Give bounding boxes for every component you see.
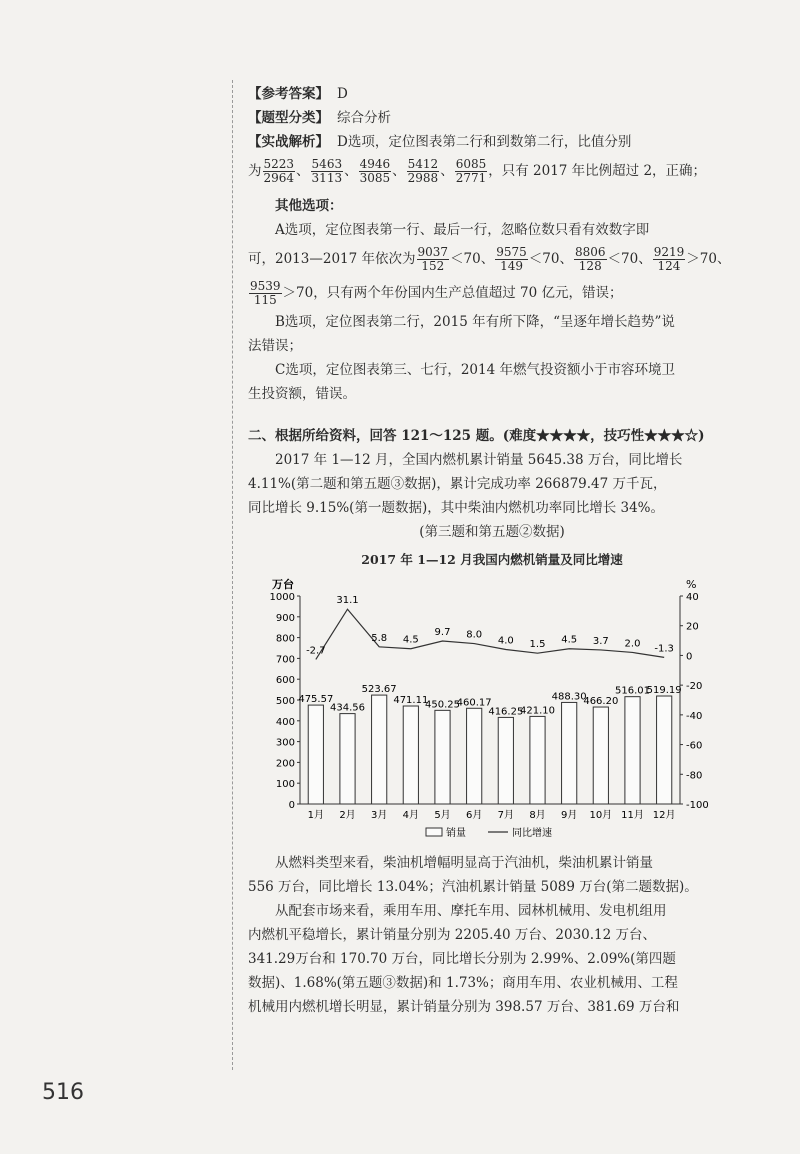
line-value-label: 8.0 — [466, 629, 483, 641]
analysis-fractions-line: 为 $\frac{5223}{2964}$ 、 $\frac{5463}{3113}$ 、 $\frac{4946}{3085}$ 、 $\frac{5412}{2988}$ 、 $\frac{6085}{2771}$ ，只有 2017 年比例超过 2，正确； — [248, 157, 707, 185]
category-label: 5月 — [434, 810, 451, 821]
right-tick-label: -60 — [686, 740, 703, 752]
category-label: 9月 — [560, 810, 578, 821]
left-axis-unit: 万台 — [272, 578, 294, 591]
right-tick-label: 20 — [686, 621, 699, 633]
answer-value: D — [337, 86, 348, 102]
line-value-label: 2.0 — [624, 638, 641, 650]
fraction: $\frac{5412}{2988}$ — [407, 157, 439, 185]
category-line — [248, 106, 736, 130]
option-c-line1: C选项，定位图表第三、七行，2014 年燃气投资额小于市容环境卫 — [275, 362, 675, 378]
bar-value-label: 416.25 — [488, 706, 524, 718]
line-value-label: 3.7 — [592, 635, 609, 647]
option-b-line2: 法错误； — [248, 338, 302, 354]
p3-l2: 内燃机平稳增长，累计销量分别为 2205.40 万台、2030.12 万台、 — [248, 927, 657, 943]
legend-line-label: 同比增速 — [512, 828, 552, 839]
bar — [593, 707, 608, 804]
analysis-prefix: 为 — [248, 163, 262, 179]
bar-value-label: 421.10 — [520, 705, 555, 717]
page-content — [248, 82, 736, 1019]
category-label: 1月 — [307, 810, 325, 821]
left-tick-label: 200 — [275, 758, 295, 770]
p2-l1: 从燃料类型来看，柴油机增幅明显高于汽油机，柴油机累计销量 — [275, 855, 653, 871]
category-label: 2月 — [339, 810, 356, 821]
others-heading: 其他选项： — [275, 198, 343, 214]
fraction: $\frac{4946}{3085}$ — [359, 157, 391, 185]
bar-value-label: 488.30 — [551, 691, 587, 703]
right-tick-label: 0 — [686, 651, 693, 663]
category-label: 8月 — [529, 810, 546, 821]
fraction: $\frac{9539}{115}$ — [250, 279, 281, 307]
section-title: 二、根据所给资料，回答 121～125 题。(难度★★★★，技巧性★★★☆) — [248, 428, 705, 444]
analysis-text: D选项，定位图表第二行和到数第二行，比值分别 — [337, 134, 632, 150]
left-tick-label: 900 — [275, 612, 295, 624]
category-label: 11月 — [621, 810, 644, 821]
line-value-label: 9.7 — [434, 627, 451, 639]
chart-title: 2017 年 1—12 月我国内燃机销量及同比增速 — [361, 552, 623, 567]
bar-value-label: 466.20 — [583, 696, 619, 708]
fraction: $\frac{9575}{149}$ — [496, 245, 527, 273]
bar — [530, 716, 545, 804]
right-tick-label: -40 — [686, 710, 703, 722]
right-tick-label: 40 — [686, 592, 699, 603]
category-label: 4月 — [402, 810, 420, 821]
line-value-label: 31.1 — [336, 595, 359, 607]
bar-value-label: 450.25 — [425, 699, 460, 711]
p3-l4: 数据)、1.68%(第五题③数据)和 1.73%；商用车用、农业机械用、工程 — [248, 975, 678, 991]
section-p1-l2: 4.11%(第二题和第五题③数据)，累计完成功率 266879.47 万千瓦， — [248, 476, 667, 492]
option-a-line2: 可，2013—2017 年依次为 $\frac{9037}{152}$ ＜70、 $\frac{9575}{149}$ ＜70、 $\frac{8806}{128}$ ＜70、 $\frac{9219}{124}$ ＞70、 — [248, 245, 731, 273]
bar-value-label: 516.01 — [615, 685, 650, 697]
bar — [308, 705, 323, 804]
category-label: 12月 — [652, 810, 676, 821]
line-value-label: 4.5 — [402, 634, 419, 646]
fraction: $\frac{8806}{128}$ — [574, 245, 606, 273]
growth-line — [316, 609, 664, 659]
left-tick-label: 300 — [275, 737, 295, 749]
bar — [498, 717, 513, 804]
option-c-line2: 生投资额，错误。 — [248, 386, 356, 402]
p3-l3: 341.29万台和 170.70 万台，同比增长分别为 2.99%、2.09%(第四题 — [248, 951, 676, 967]
bar — [403, 706, 418, 804]
p3-l5: 机械用内燃机增长明显，累计销量分别为 398.57 万台、381.69 万台和 — [248, 999, 680, 1015]
bar-value-label: 434.56 — [330, 702, 365, 714]
option-a-line1: A选项，定位图表第一行、最后一行，忽略位数只看有效数字即 — [275, 222, 650, 238]
legend-bar-label: 销量 — [446, 828, 466, 839]
analysis-suffix: ，只有 2017 年比例超过 2，正确； — [488, 163, 707, 179]
category-label: 6月 — [465, 810, 483, 821]
bar-value-label: 519.19 — [646, 685, 682, 697]
right-tick-label: -80 — [686, 770, 703, 782]
section-p1-l4: (第三题和第五题②数据) — [419, 524, 565, 540]
fraction: $\frac{5463}{3113}$ — [311, 157, 343, 185]
right-axis-unit: % — [686, 578, 697, 591]
analysis-label: 【实战解析】 — [248, 134, 329, 150]
page-number: 516 — [42, 1080, 84, 1105]
line-value-label: 1.5 — [529, 639, 546, 651]
bar — [467, 708, 482, 804]
bar-value-label: 475.57 — [298, 694, 334, 706]
margin-dashed-line — [232, 80, 237, 1070]
bar — [372, 695, 387, 804]
line-value-label: -1.3 — [654, 643, 674, 655]
category-value: 综合分析 — [337, 110, 391, 126]
left-tick-label: 800 — [275, 633, 295, 645]
section-p1-l1: 2017 年 1—12 月，全国内燃机累计销量 5645.38 万台，同比增长 — [275, 452, 683, 468]
left-tick-label: 1000 — [269, 592, 295, 603]
bar-value-label: 460.17 — [456, 697, 492, 709]
bar-value-label: 471.11 — [393, 695, 429, 707]
option-a-line3: $\frac{9539}{115}$ ＞70，只有两个年份国内生产总值超过 70 亿元，错误； — [250, 279, 623, 307]
legend-bar-swatch — [426, 828, 442, 836]
left-tick-label: 0 — [288, 800, 295, 811]
right-tick-label: -100 — [686, 800, 709, 811]
sales-chart — [248, 574, 736, 849]
p3-l1: 从配套市场来看，乘用车用、摩托车用、园林机械用、发电机组用 — [275, 903, 667, 919]
left-tick-label: 100 — [275, 779, 295, 791]
bar-value-label: 523.67 — [361, 684, 397, 696]
bar — [340, 714, 355, 804]
category-label: 3月 — [370, 810, 388, 821]
analysis-line — [248, 130, 736, 154]
category-label: 10月 — [589, 810, 613, 821]
fraction: $\frac{9219}{124}$ — [653, 245, 685, 273]
left-tick-label: 400 — [275, 716, 295, 728]
bar — [657, 696, 672, 804]
fraction: $\frac{5223}{2964}$ — [263, 157, 295, 185]
category-label: 7月 — [497, 810, 515, 821]
left-tick-label: 600 — [275, 675, 295, 687]
left-tick-label: 500 — [275, 696, 295, 707]
category-label: 【题型分类】 — [248, 110, 329, 126]
right-tick-label: -20 — [686, 681, 703, 693]
left-tick-label: 700 — [275, 654, 295, 666]
fraction: $\frac{6085}{2771}$ — [455, 157, 487, 185]
line-value-label: 4.0 — [497, 635, 514, 647]
line-value-label: -2.7 — [306, 645, 326, 657]
option-b-line1: B选项，定位图表第二行，2015 年有所下降，“呈逐年增长趋势”说 — [275, 314, 675, 330]
line-value-label: 4.5 — [561, 634, 578, 646]
bar — [562, 702, 577, 804]
section-p1-l3: 同比增长 9.15%(第一题数据)，其中柴油内燃机功率同比增长 34%。 — [248, 500, 665, 516]
bar — [435, 710, 450, 804]
answer-line — [248, 82, 736, 106]
p2-l2: 556 万台，同比增长 13.04%；汽油机累计销量 5089 万台(第二题数据)。 — [248, 879, 698, 895]
fraction: $\frac{9037}{152}$ — [417, 245, 449, 273]
answer-label: 【参考答案】 — [248, 86, 329, 102]
line-value-label: 5.8 — [371, 632, 388, 644]
bar — [625, 697, 640, 804]
